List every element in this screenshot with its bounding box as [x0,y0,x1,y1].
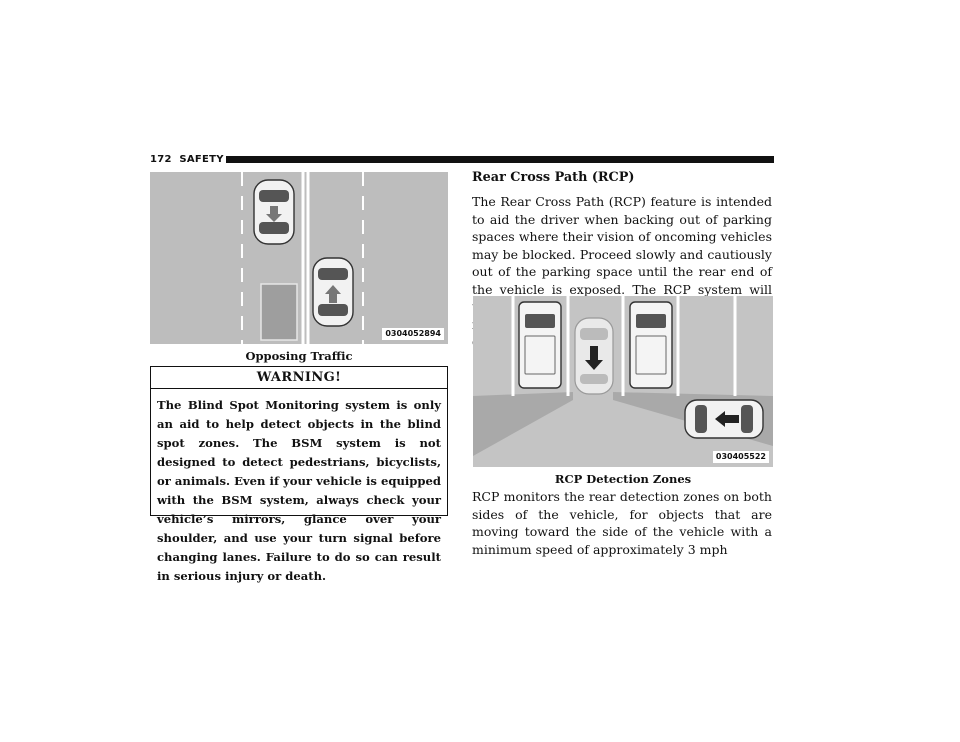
own-car-icon [313,258,353,326]
figure-caption: RCP Detection Zones [554,472,692,486]
figure-caption: Opposing Traffic [245,349,353,363]
oncoming-car-icon [254,180,294,244]
rcp-monitor-paragraph: RCP monitors the rear detection zones on both sides of the vehicle, for objects that are moving toward the side of the vehicle with a minimum speed of approximately 3 mph [472,489,772,557]
parked-suv-icon [519,302,561,388]
opposing-traffic-illustration [150,172,448,344]
parked-suv-icon [630,302,672,388]
page-header [150,154,774,166]
rcp-zones-figure [473,296,773,467]
page-number-section: 172 SAFETY [150,154,224,165]
figure-code: 030405522 [713,451,769,463]
header-rule [226,156,774,163]
section-heading: Rear Cross Path (RCP) [472,170,635,185]
warning-text: The Blind Spot Monitoring system is only an aid to help detect objects in the blind spot zones. The BSM system is not designed to detect pedestrians, bicyclists, or animals. Even if your vehicle is equipped with the BSM system, always check your vehicle’s mirrors, glance over your shoulder, and use your turn signal before changing lanes. Failure to do so can result in serious injury or death. [157,398,441,583]
rcp-intro-paragraph: The Rear Cross Path (RCP) feature is intended to aid the driver when backing out of parking spaces where their vision of oncoming vehicles may be blocked. Proceed slowly and cautiously out of the parking space until the rear end of the vehicle is exposed. The RCP system will [472,194,772,297]
figure-code: 0304052894 [382,328,444,340]
opposing-traffic-figure [150,172,448,344]
warning-title: WARNING! [151,367,447,389]
rcp-zones-illustration [473,296,773,467]
warning-box [150,366,448,583]
reversing-car-icon [575,318,613,394]
crossing-car-icon [685,400,763,438]
